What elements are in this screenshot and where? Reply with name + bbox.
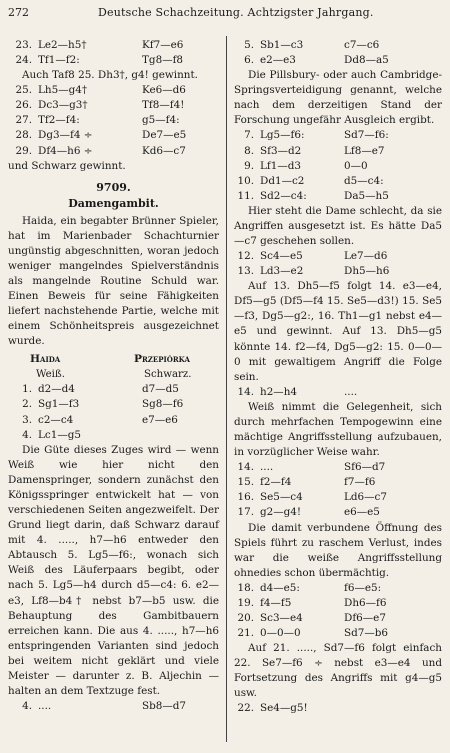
white-move: Lf1—d3 xyxy=(260,159,302,172)
move-number: 9. xyxy=(244,159,254,172)
black-label: Schwarz. xyxy=(144,369,192,381)
move-number: 21. xyxy=(237,627,254,640)
move-row xyxy=(8,38,219,53)
annotation: Weiß nimmt die Gelegenheit, sich durch mehrfachen Tempogewinn eine mächtige Angriffsstellung aufzubauen, in vorzüglicher Weise wahr. xyxy=(234,400,442,459)
left-column xyxy=(8,38,219,714)
move-number: 25. xyxy=(15,84,32,97)
black-move: Kd6—c7 xyxy=(142,144,186,157)
black-move: De7—e5 xyxy=(142,129,187,142)
moves-block xyxy=(8,83,219,158)
annotation: Hier steht die Dame schlecht, da sie Angriffen ausgesetzt ist. Es hätte Da5—c7 geschehen sollen. xyxy=(234,204,442,248)
move-number: 14. xyxy=(237,385,254,398)
move-number: 22. xyxy=(237,702,254,715)
annotation: Auf 13. Dh5—f5 folgt 14. e3—e4, Df5—g5 (Df5—f4 15. Se5—d3!) 15. Se5—f3, Dg5—g2:, 16. Th1—g1 nebst e4—e5 und gewinnt. Auf 13. Dh5—g5 könnte 14. f2—f4, Dg5—g2: 15. 0—0—0 mit gewaltigem Angriff die Folge sein. xyxy=(234,280,442,383)
move-row xyxy=(8,428,219,443)
black-move: Df6—e7 xyxy=(344,611,386,624)
move-row xyxy=(8,413,219,428)
move-row xyxy=(234,174,442,189)
black-move: d7—d5 xyxy=(142,383,179,396)
black-move: .... xyxy=(344,385,358,398)
move-number: 20. xyxy=(237,611,254,624)
white-move: Dg3—f4 ÷ xyxy=(38,129,93,142)
white-move: Tf2—f4: xyxy=(38,114,80,127)
white-move: Se5—c4 xyxy=(260,491,303,504)
move-row xyxy=(234,581,442,596)
move-number: 4. xyxy=(22,428,32,441)
move-row xyxy=(234,611,442,626)
move-number: 11. xyxy=(237,189,254,202)
moves-block xyxy=(234,460,442,520)
move-row xyxy=(234,701,442,716)
black-move: Tf8—f4! xyxy=(142,99,185,112)
move-number: 19. xyxy=(237,596,254,609)
white-move: Sc3—e4 xyxy=(260,611,303,624)
white-move: Lg5—f6: xyxy=(260,129,305,142)
black-move: 0—0 xyxy=(344,159,368,172)
move-row xyxy=(234,475,442,490)
page-header xyxy=(8,4,442,22)
white-move: Df4—h6 ÷ xyxy=(38,144,93,157)
moves-block xyxy=(8,382,219,442)
annotation: Die Pillsbury- oder auch Cambridge-Springsverteidigung genannt, welche nach dem derzeitigen Stand der Forschung ungefähr Ausgleich ergibt. xyxy=(234,69,442,127)
move-number: 10. xyxy=(237,174,254,187)
journal-title: Deutsche Schachzeitung. Achtzigster Jahrgang. xyxy=(98,6,374,19)
annotation: Auf 21. ....., Sd7—f6 folgt einfach 22. Se7—f6 ÷ nebst e3—e4 und Fortsetzung des Angriffs mit g4—g5 usw. xyxy=(234,642,442,700)
white-move: Lc1—g5 xyxy=(38,428,81,441)
move-row xyxy=(8,382,219,397)
black-move: Kf7—e6 xyxy=(142,39,184,51)
black-move: Sb8—d7 xyxy=(142,700,187,713)
black-move: c7—c6 xyxy=(344,39,380,51)
white-move: e2—e3 xyxy=(260,54,296,67)
black-move: Dh5—h6 xyxy=(344,265,390,278)
white-move: Lh5—g4† xyxy=(38,84,88,97)
right-column xyxy=(234,38,442,717)
page-number: 272 xyxy=(8,6,29,19)
move-number: 13. xyxy=(237,265,254,278)
white-move: Ld3—e2 xyxy=(260,265,304,278)
white-move: c2—c4 xyxy=(38,413,74,426)
black-move: Dd8—a5 xyxy=(344,54,389,67)
black-move: Ke6—d6 xyxy=(142,84,186,97)
white-move: Sg1—f3 xyxy=(38,398,80,411)
white-move: 0—0—0 xyxy=(260,627,301,640)
white-move: d4—e5: xyxy=(260,581,300,594)
black-move: f6—e5: xyxy=(344,581,382,594)
moves-block xyxy=(8,38,219,68)
move-number: 3. xyxy=(22,413,32,426)
move-row xyxy=(234,460,442,475)
white-move: .... xyxy=(260,461,274,474)
black-player: Przepiórka xyxy=(134,353,190,366)
white-player: Haida xyxy=(30,353,61,366)
move-number: 23. xyxy=(15,39,32,51)
move-row xyxy=(8,397,219,412)
moves-block xyxy=(234,249,442,279)
opening-name: Damengambit. xyxy=(68,196,159,210)
white-move: Se4—g5! xyxy=(260,702,308,715)
game-intro: Haida, ein begabter Brünner Spieler, hat im Marienbader Schachturnier ungünstig abgeschnitten, woran jedoch weniger mangelndes Spielverständnis als mangelnde Routine Schuld war. Einen Beweis für seine Fähigkeiten liefert nachstehende Partie, welche mit einem Schönheitspreis ausgezeichnet wurde. xyxy=(8,214,219,348)
black-move: e7—e6 xyxy=(142,413,178,426)
move-row xyxy=(234,144,442,159)
move-row xyxy=(234,490,442,505)
move-row xyxy=(234,249,442,264)
move-number: 26. xyxy=(15,99,32,112)
moves-block xyxy=(234,38,442,68)
move-number: 28. xyxy=(15,129,32,142)
move-number: 12. xyxy=(237,250,254,263)
move-number: 15. xyxy=(237,476,254,489)
annotation: Die Güte dieses Zuges wird — wenn Weiß wie hier nicht den Damenspringer, sondern zunächst den Königsspringer entwickelt hat — von verschiedenen Seiten angezweifelt. Der Grund liegt darin, daß Schwarz darauf mit 4. ....., h7—h6 entweder den Abtausch 5. Lg5—f6:, wonach sich Weiß des Läuferpaars begibt, oder nach 5. Lg5—h4 durch d5—c4: 6. e2—e3, Lf8—b4† nebst b7—b5 usw. die Behauptung des Gambitbauern erreichen kann. Die aus 4. ....., h7—h6 entspringenden Varianten sind jedoch bei weitem nicht geklärt und viele Meister — darunter z. B. Aljechin — halten an dem Textzuge fest. xyxy=(8,443,219,697)
white-move: Sd2—c4: xyxy=(260,189,307,202)
white-move: Sb1—c3 xyxy=(260,39,304,51)
black-move: g5—f4: xyxy=(142,114,180,127)
move-row xyxy=(8,128,219,143)
move-number: 6. xyxy=(244,54,254,67)
move-row xyxy=(234,38,442,53)
annotation: Auch Taf8 25. Dh3†, g4! gewinnt. xyxy=(22,69,198,82)
black-move: d5—c4: xyxy=(344,174,384,187)
game-result: und Schwarz gewinnt. xyxy=(8,159,126,172)
white-move: Dd1—c2 xyxy=(260,174,305,187)
move-row xyxy=(8,113,219,128)
move-number: 7. xyxy=(244,129,254,142)
move-row xyxy=(8,98,219,113)
move-number: 16. xyxy=(237,491,254,504)
black-move: Ld6—c7 xyxy=(344,491,387,504)
white-move: Sf3—d2 xyxy=(260,144,302,157)
black-move: Sd7—f6: xyxy=(344,129,389,142)
move-number: 18. xyxy=(237,581,254,594)
move-row xyxy=(234,189,442,204)
move-number: 8. xyxy=(244,144,254,157)
black-move: Sg8—f6 xyxy=(142,398,184,411)
black-move: Da5—h5 xyxy=(344,189,389,202)
move-number: 17. xyxy=(237,506,254,519)
white-move: g2—g4! xyxy=(260,506,302,519)
move-row xyxy=(234,505,442,520)
black-move: Sd7—b6 xyxy=(344,627,389,640)
black-move: f7—f6 xyxy=(344,476,376,489)
move-row xyxy=(8,83,219,98)
white-move: d2—d4 xyxy=(38,383,75,396)
players-row xyxy=(8,352,219,367)
white-move: Sc4—e5 xyxy=(260,250,303,263)
move-row xyxy=(234,53,442,68)
move-number: 2. xyxy=(22,398,32,411)
move-row xyxy=(234,159,442,174)
black-move: Dh6—f6 xyxy=(344,596,387,609)
move-row xyxy=(8,144,219,159)
move-row xyxy=(234,596,442,611)
move-number: 24. xyxy=(15,54,32,67)
white-move: Tf1—f2: xyxy=(38,54,80,67)
white-move: .... xyxy=(38,700,52,713)
move-row xyxy=(234,385,442,400)
black-move: Le7—d6 xyxy=(344,250,388,263)
black-move: Lf8—e7 xyxy=(344,144,385,157)
move-number: 1. xyxy=(22,383,32,396)
white-move: f2—f4 xyxy=(260,476,292,489)
white-move: f4—f5 xyxy=(260,596,292,609)
white-move: Le2—h5† xyxy=(38,39,87,51)
moves-block xyxy=(234,581,442,641)
move-row xyxy=(234,128,442,143)
move-number: 4. xyxy=(22,700,32,713)
column-divider xyxy=(226,36,227,742)
move-row xyxy=(234,626,442,641)
move-number: 5. xyxy=(244,39,254,51)
white-move: h2—h4 xyxy=(260,385,297,398)
move-number: 27. xyxy=(15,114,32,127)
game-number: 9709. xyxy=(96,180,131,194)
white-move: Dc3—g3† xyxy=(38,99,88,112)
move-number: 29. xyxy=(15,144,32,157)
black-move: Tg8—f8 xyxy=(142,54,184,67)
move-row xyxy=(8,699,219,714)
colors-row xyxy=(8,367,219,382)
move-row xyxy=(8,53,219,68)
move-row xyxy=(234,264,442,279)
black-move: e6—e5 xyxy=(344,506,380,519)
moves-block xyxy=(234,128,442,203)
white-label: Weiß. xyxy=(36,369,65,381)
annotation: Die damit verbundene Öffnung des Spiels führt zu raschem Verlust, indes war die weiße Angriffsstellung ohnedies schon übermächtig. xyxy=(234,521,442,579)
black-move: Sf6—d7 xyxy=(344,461,386,474)
move-number: 14. xyxy=(237,461,254,474)
